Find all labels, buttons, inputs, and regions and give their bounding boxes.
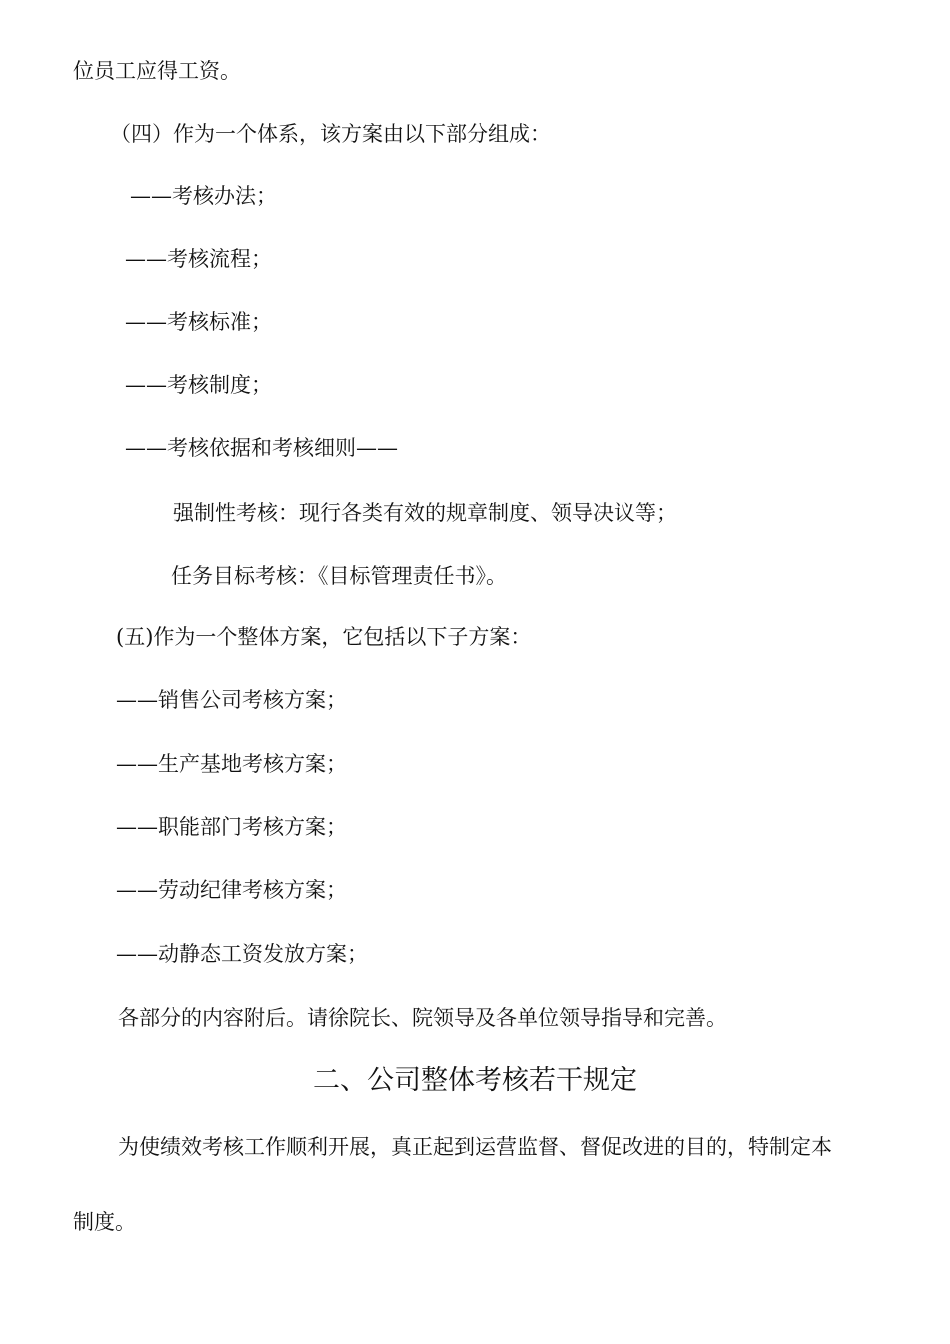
regulation-intro-continuation: 制度。 [73,1210,136,1234]
section-heading: 二、公司整体考核若干规定 [313,1065,637,1096]
list-item-sales-company: ——销售公司考核方案； [116,688,347,712]
mandatory-assessment-line: 强制性考核：现行各类有效的规章制度、领导决议等； [173,501,677,525]
section-four-intro: （四）作为一个体系，该方案由以下部分组成： [110,122,551,146]
list-item-assessment-process: ——考核流程； [125,247,272,271]
list-item-labor-discipline: ——劳动纪律考核方案； [116,878,347,902]
section-five-intro: (五)作为一个整体方案，它包括以下子方案： [116,625,532,649]
list-item-assessment-basis: ——考核依据和考核细则—— [125,436,398,460]
target-assessment-line: 任务目标考核：《目标管理责任书》。 [171,564,507,588]
list-item-wage-distribution: ——动静态工资发放方案； [116,942,368,966]
list-item-functional-departments: ——职能部门考核方案； [116,815,347,839]
list-item-assessment-system: ——考核制度； [125,373,272,397]
regulation-intro-line: 为使绩效考核工作顺利开展，真正起到运营监督、督促改进的目的，特制定本 [118,1135,832,1159]
list-item-assessment-standard: ——考核标准； [125,310,272,334]
paragraph-continuation: 位员工应得工资。 [73,59,241,83]
list-item-production-base: ——生产基地考核方案； [116,752,347,776]
closing-request-line: 各部分的内容附后。请徐院长、院领导及各单位领导指导和完善。 [118,1006,727,1030]
list-item-assessment-method: ——考核办法； [130,184,277,208]
